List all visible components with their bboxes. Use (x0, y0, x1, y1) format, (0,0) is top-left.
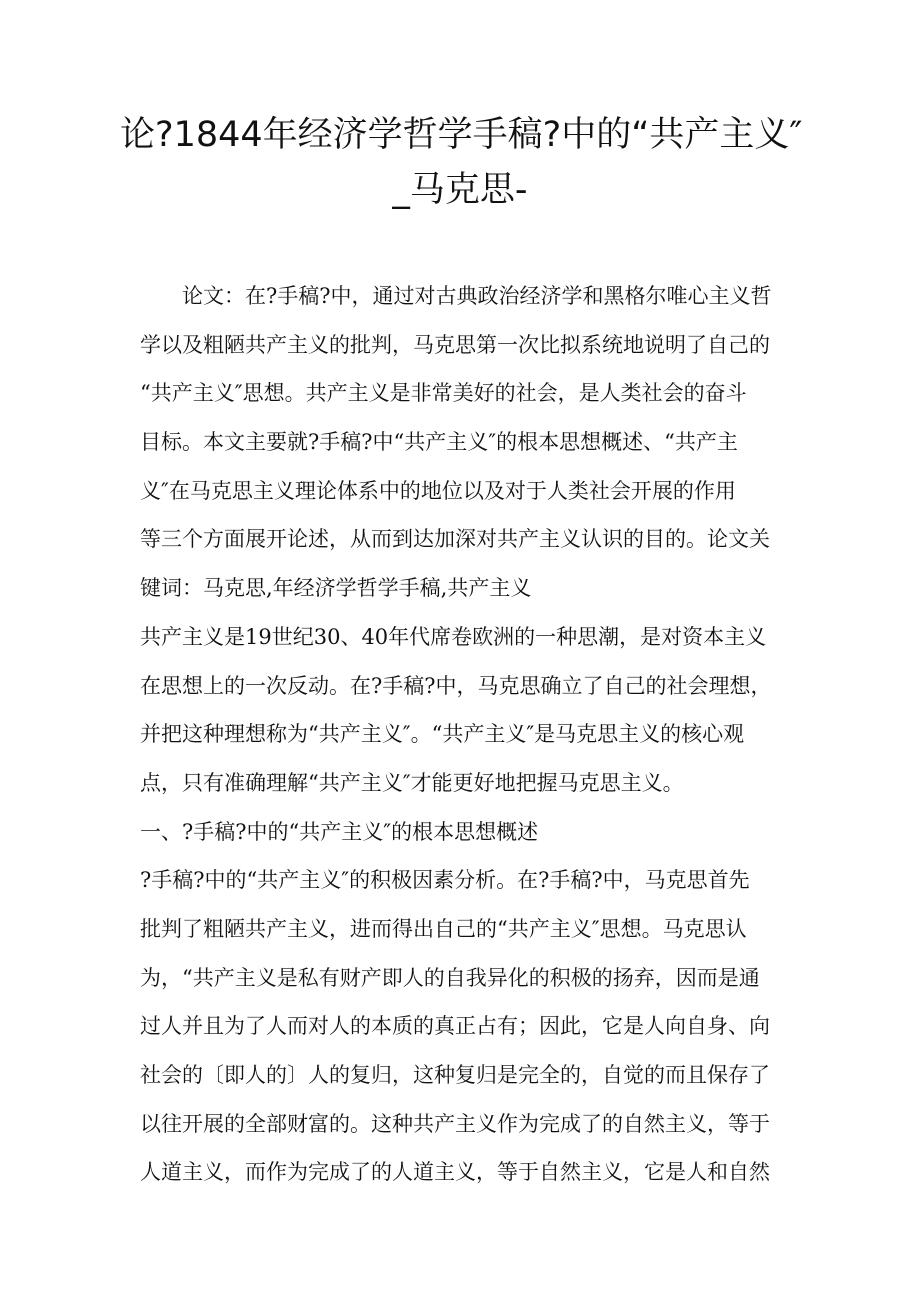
paragraph-line: 并把这种理想称为“共产主义″。“共产主义″是马克思主义的核心观 (140, 722, 745, 747)
paragraph-line: 为，“共产主义是私有财产即人的自我异化的积极的扬弃，因而是通 (140, 965, 760, 990)
abstract-line: 等三个方面展开论述，从而到达加深对共产主义认识的目的。论文关 (140, 527, 770, 552)
title-line-2: _马克思- (392, 170, 528, 210)
keywords-line: 键词：马克思,年经济学哲学手稿,共产主义 (140, 576, 532, 601)
document-body (140, 272, 790, 1197)
document-title (120, 108, 803, 218)
abstract-line: “共产主义″思想。共产主义是非常美好的社会，是人类社会的奋斗 (140, 381, 747, 406)
paragraph-line: 人道主义，而作为完成了的人道主义，等于自然主义，它是人和自然 (140, 1160, 770, 1185)
paragraph-line: 过人并且为了人而对人的本质的真正占有；因此，它是人向自身、向 (140, 1014, 770, 1039)
paragraph-line: 批判了粗陋共产主义，进而得出自己的“共产主义″思想。马克思认 (140, 916, 747, 941)
title-line-1: 论?1844年经济学哲学手稿?中的“共产主义″ (120, 115, 803, 155)
paragraph-line: 在思想上的一次反动。在?手稿?中，马克思确立了自己的社会理想， (140, 673, 772, 698)
abstract-line: 学以及粗陋共产主义的批判，马克思第一次比拟系统地说明了自己的 (140, 332, 770, 357)
abstract-line: 义″在马克思主义理论体系中的地位以及对于人类社会开展的作用 (140, 478, 736, 503)
paragraph-line: 以往开展的全部财富的。这种共产主义作为完成了的自然主义，等于 (140, 1111, 770, 1136)
paragraph-line: ?手稿?中的“共产主义″的积极因素分析。在?手稿?中，马克思首先 (140, 868, 750, 893)
abstract-line: 目标。本文主要就?手稿?中“共产主义″的根本思想概述、“共产主 (140, 430, 738, 455)
paragraph-line: 点，只有准确理解“共产主义″才能更好地把握马克思主义。 (140, 770, 684, 795)
paragraph-line: 社会的〔即人的〕人的复归，这种复归是完全的，自觉的而且保存了 (140, 1063, 770, 1087)
paragraph-line: 共产主义是19世纪30、40年代席卷欧洲的一种思潮，是对资本主义 (140, 624, 767, 649)
abstract-line: 论文：在?手稿?中，通过对古典政治经济学和黑格尔唯心主义哲 (182, 284, 772, 308)
section-heading: 一、?手稿?中的“共产主义″的根本思想概述 (140, 819, 539, 844)
